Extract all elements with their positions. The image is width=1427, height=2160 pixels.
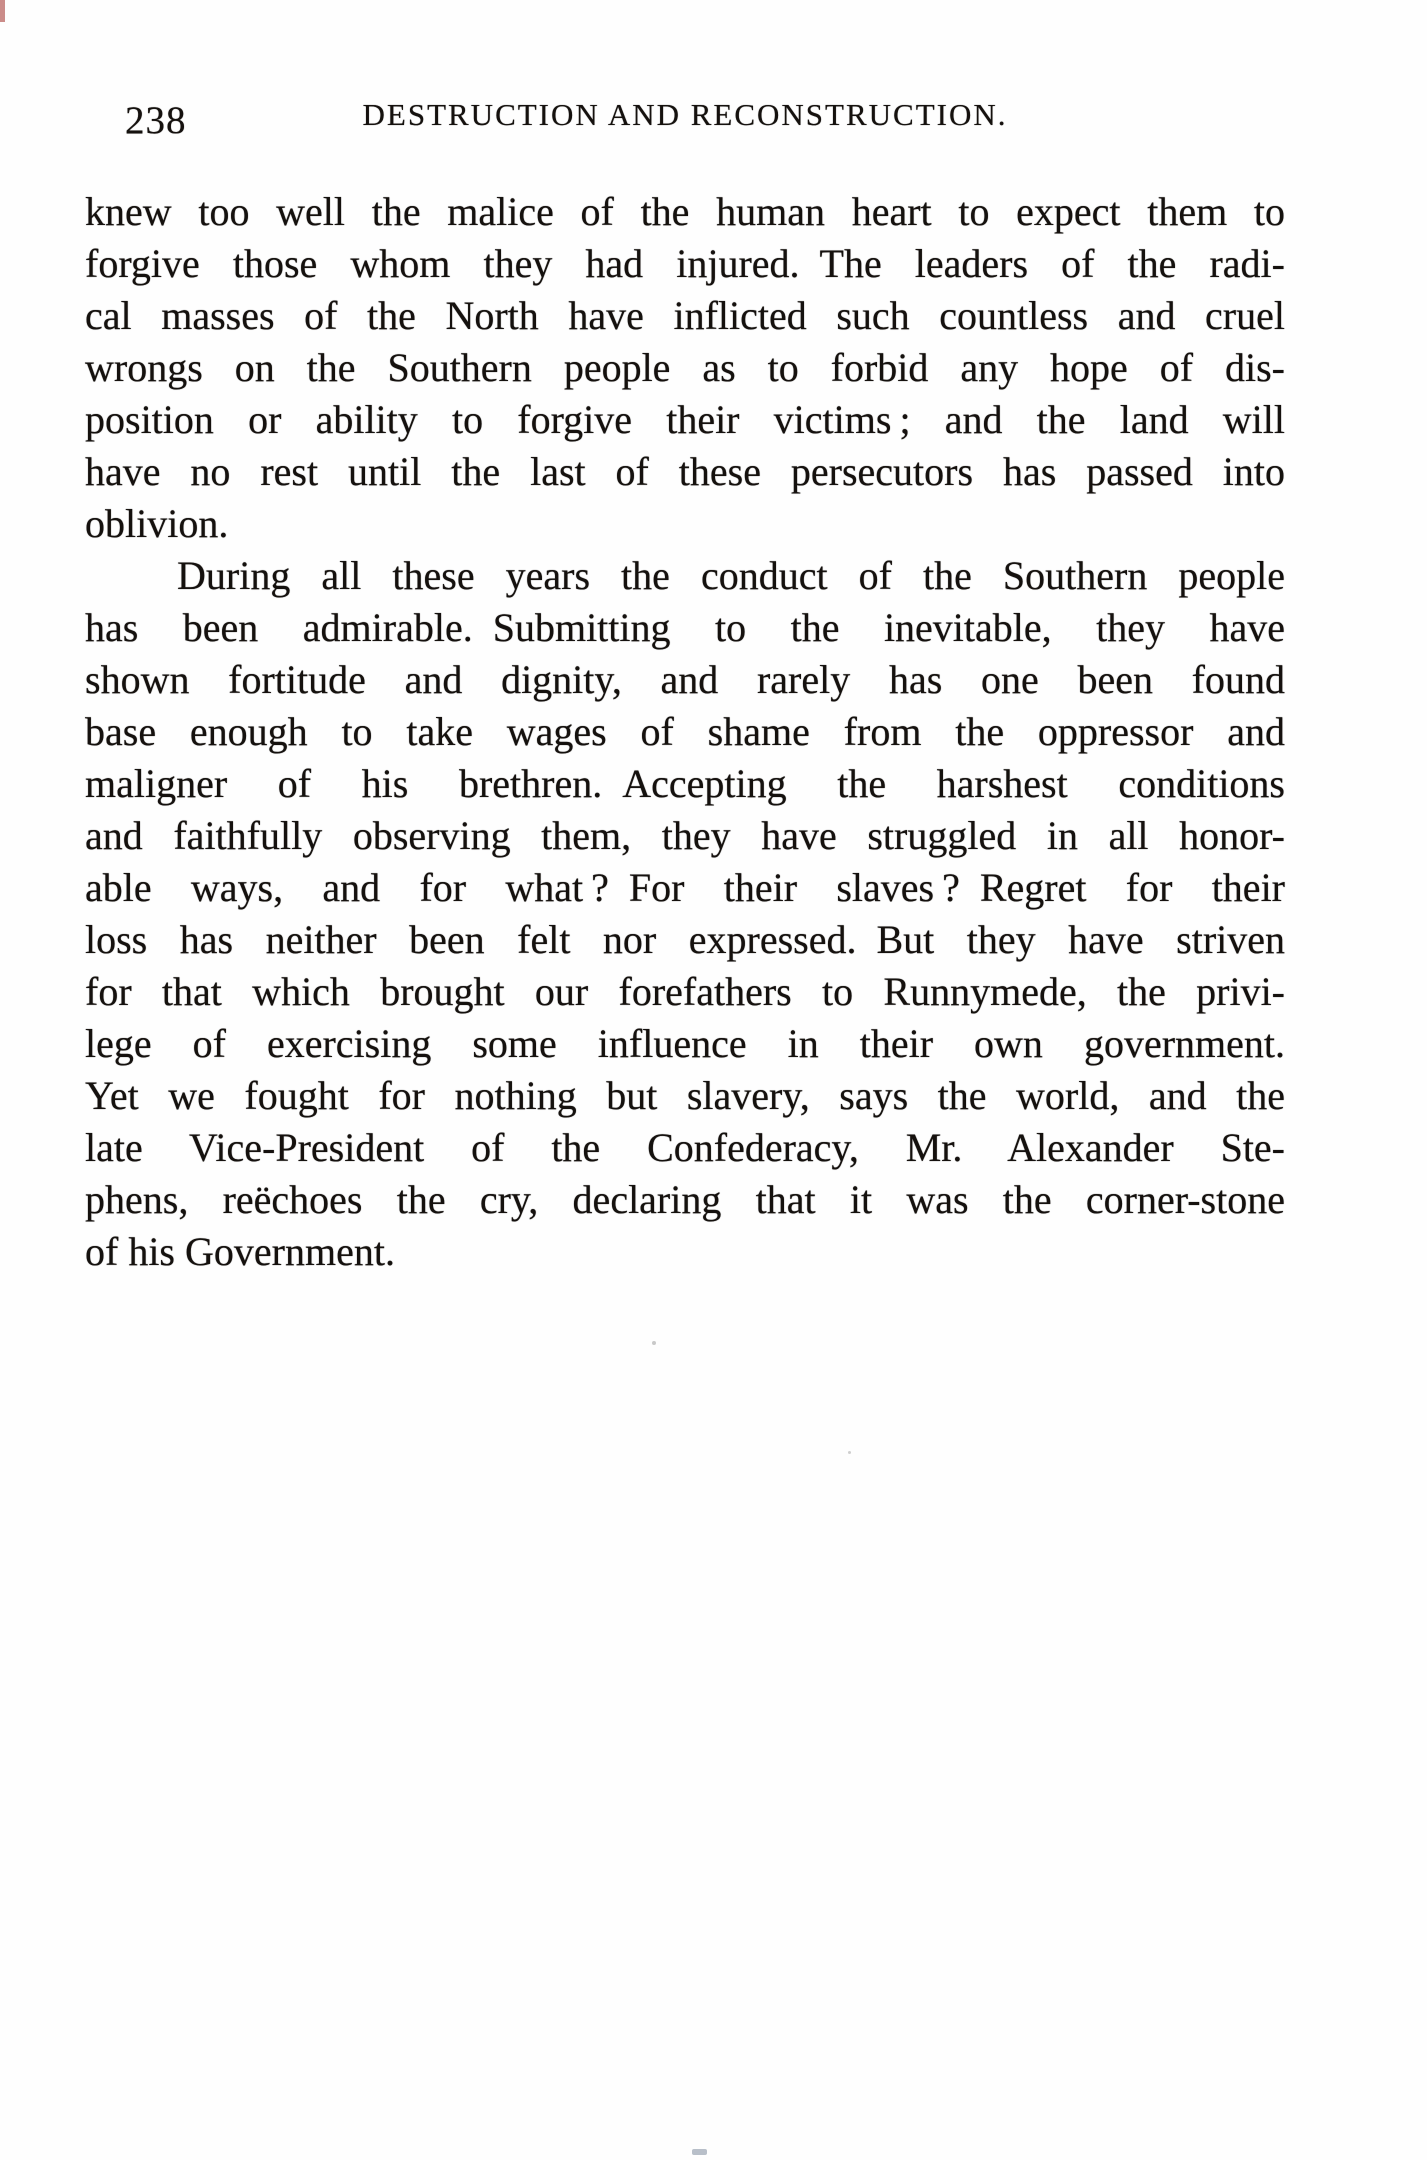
text-line: able ways, and for what ? For their slaves ? Regret for their [85,865,1285,910]
text-line: loss has neither been felt nor expressed. But they have striven [85,917,1285,962]
text-line: have no rest until the last of these persecutors has passed into [85,449,1285,494]
text-line: late Vice-President of the Confederacy, Mr. Alexander Ste- [85,1125,1285,1170]
text-line: During all these years the conduct of the Southern people [177,553,1285,598]
text-line: lege of exercising some influence in their own government. [85,1021,1285,1066]
page-number: 238 [125,99,187,142]
text-line: oblivion. [85,501,229,546]
text-line: phens, reëchoes the cry, declaring that it was the corner-stone [85,1177,1285,1222]
text-line: for that which brought our forefathers to Runnymede, the privi- [85,969,1285,1014]
text-line: maligner of his brethren. Accepting the harshest conditions [85,761,1285,806]
text-line: base enough to take wages of shame from the oppressor and [85,709,1285,754]
text-line: cal masses of the North have inflicted such countless and cruel [85,293,1285,338]
text-line: forgive those whom they had injured. The leaders of the radi- [85,241,1285,286]
text-line: of his Government. [85,1229,395,1274]
text-line: position or ability to forgive their victims ; and the land will [85,397,1285,442]
text-line: has been admirable. Submitting to the inevitable, they have [85,605,1285,650]
text-line: shown fortitude and dignity, and rarely has one been found [85,657,1285,702]
text-line: Yet we fought for nothing but slavery, says the world, and the [85,1073,1285,1118]
scan-artifact [692,2149,707,2155]
running-header [85,97,1285,145]
text-line: and faithfully observing them, they have struggled in all honor- [85,813,1285,858]
text-line: knew too well the malice of the human heart to expect them to [85,189,1285,234]
scan-speck [652,1341,656,1345]
body-text [85,186,1285,1278]
text-line: wrongs on the Southern people as to forbid any hope of dis- [85,345,1285,390]
scan-edge-mark [0,0,5,22]
scan-speck [848,1451,851,1454]
running-title: DESTRUCTION AND RECONSTRUCTION. [362,97,1008,132]
